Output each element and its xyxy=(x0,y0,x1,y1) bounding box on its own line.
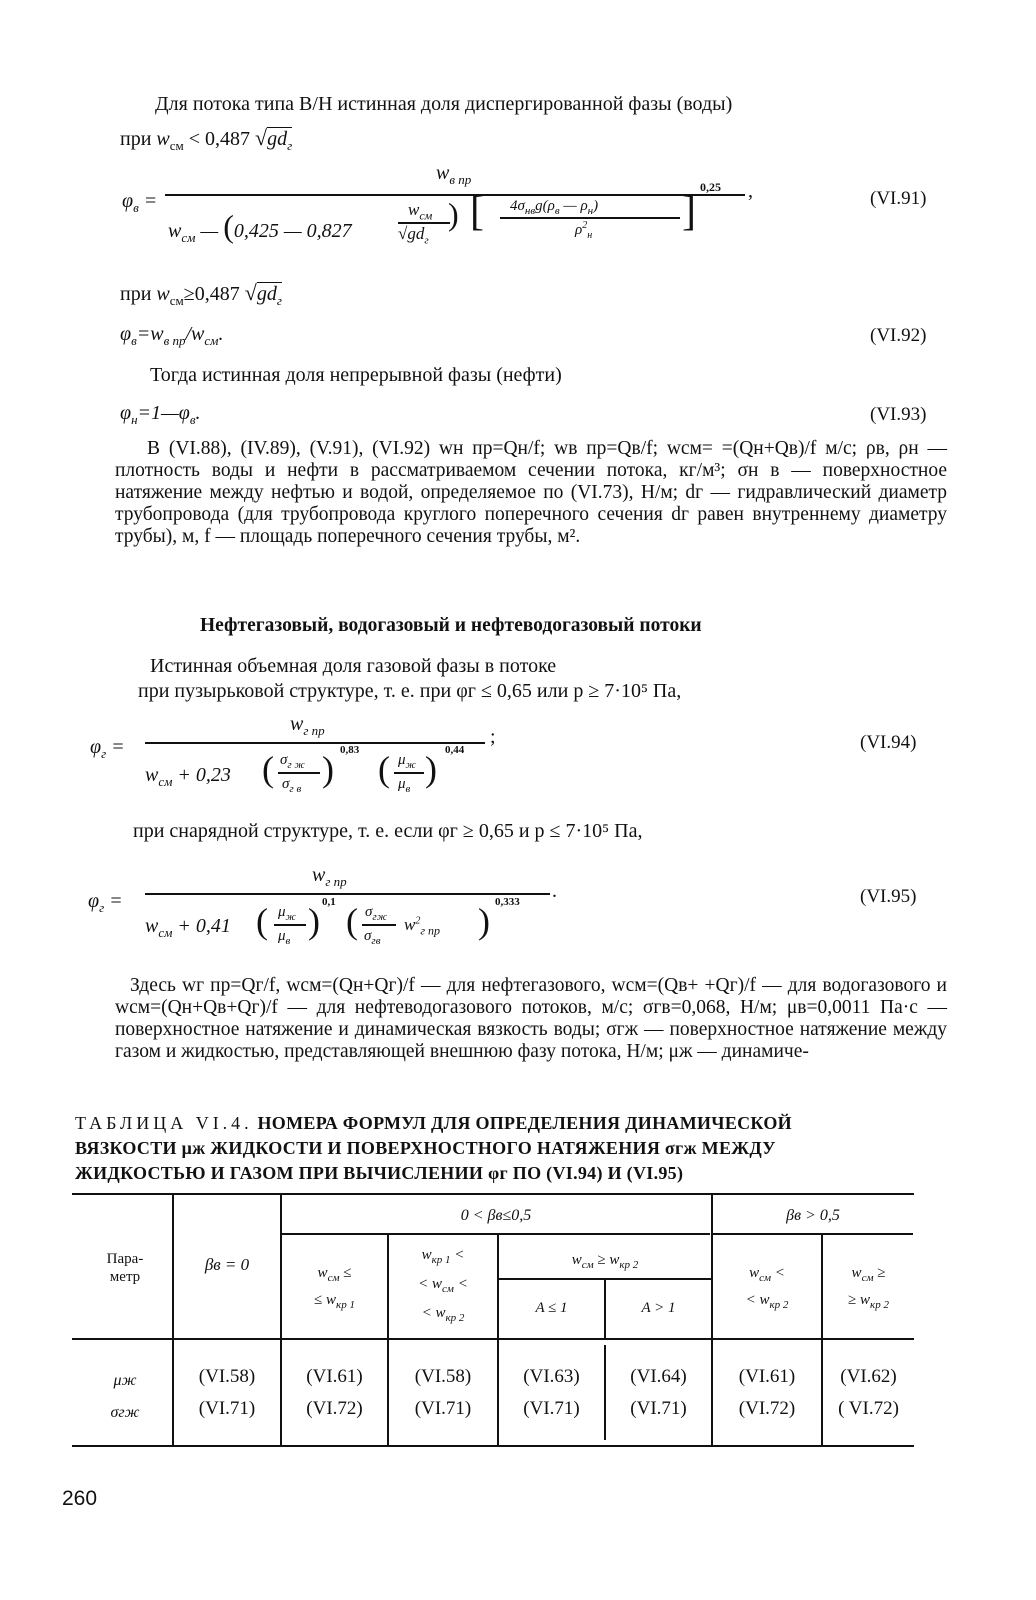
table-header-param: Пара- метр xyxy=(106,1251,144,1285)
para-gas-1: Истинная объемная доля газовой фазы в потоке xyxy=(150,655,557,677)
table-subheader-4: $w_{см}$ < < $w_{кр 2}$ xyxy=(745,1265,789,1311)
table-header-group2: βв > 0,5 xyxy=(786,1207,840,1224)
table-subheader-5: $w_{см}$ ≥ ≥ $w_{кр 2}$ xyxy=(848,1265,889,1311)
table-cell: (VI.58) xyxy=(414,1366,472,1387)
table-caption-line-2: ВЯЗКОСТИ μж ЖИДКОСТИ И ПОВЕРХНОСТНОГО НАТЯЖЕНИЯ σгж МЕЖДУ xyxy=(75,1138,776,1158)
table-cell: (VI.64) xyxy=(630,1366,687,1387)
intro-line-2: при $w_{см} < 0,487$ $√gd_г$ xyxy=(120,125,293,153)
intro-line-1: Для потока типа В/Н истинная доля диспергированной фазы (воды) xyxy=(155,93,733,115)
table-subheader-a-le: A ≤ 1 xyxy=(535,1300,568,1316)
table-cell: (VI.72) xyxy=(738,1398,796,1419)
equation-vi-93: $\varphi_н=1—\varphi_в$. xyxy=(120,402,201,427)
table-cell: (VI.62) xyxy=(840,1366,897,1387)
section-heading: Нефтегазовый, водогазовый и нефтеводогазовый потоки xyxy=(200,615,702,636)
table-cell: (VI.63) xyxy=(523,1366,580,1387)
table-subheader-3: $w_{см} \ge w_{кр 2}$ xyxy=(571,1252,639,1271)
table-row-param: σгж xyxy=(110,1404,140,1421)
table-subheader-a-gt: A > 1 xyxy=(641,1300,676,1316)
table-cell: ( VI.72) xyxy=(838,1398,899,1419)
table-subheader-2: $w_{кр 1}$ < < $w_{см}$ < < $w_{кр 2}$ xyxy=(418,1247,468,1324)
table-cell: (VI.71) xyxy=(414,1398,472,1419)
table-caption-line-3: ЖИДКОСТЬЮ И ГАЗОМ ПРИ ВЫЧИСЛЕНИИ φг ПО (VI.94) И (VI.95) xyxy=(75,1163,684,1183)
table-subheader-1: $w_{см}$ ≤ ≤ $w_{кр 1}$ xyxy=(314,1265,355,1311)
table-cell: (VI.71) xyxy=(523,1398,580,1419)
table-cell: (VI.72) xyxy=(306,1398,363,1419)
table-caption-line-1: ТАБЛИЦА VI.4. НОМЕРА ФОРМУЛ ДЛЯ ОПРЕДЕЛЕНИЯ ДИНАМИЧЕСКОЙ xyxy=(75,1113,792,1133)
table-cell: (VI.71) xyxy=(198,1398,256,1419)
condition-vi-92: при $w_{см}\ge 0,487$ $√gd_г$ xyxy=(120,280,282,308)
equation-tag-vi-92: (VI.92) xyxy=(870,325,927,346)
equation-tag-vi-95: (VI.95) xyxy=(860,886,917,907)
table-header-group1: 0 < βв≤0,5 xyxy=(460,1207,532,1224)
table-cell: (VI.58) xyxy=(198,1366,256,1387)
equation-vi-92: $\varphi_в=w_{в пр}/w_{см}$. xyxy=(120,323,224,348)
table-cell: (VI.71) xyxy=(630,1398,687,1419)
equation-tag-vi-93: (VI.93) xyxy=(870,404,927,425)
table-cell: (VI.61) xyxy=(306,1366,363,1387)
para-definitions: В (VI.88), (IV.89), (V.91), (VI.92) wн пр=Qн/f; wв пр=Qв/f; wсм= =(Qн+Qв)/f м/с; ρв, ρн — плотность воды и нефти в рассматриваемом сечении потока, кг/м³; σн в — поверхностное натяжение между нефтью и водой, определяемое по (VI.73), Н/м; dг — гидравлический диаметр трубопровода (для трубопровода круглого поперечного сечения dг равен внутреннему диаметру трубы), м, f — площадь поперечного сечения трубы, м². xyxy=(115,438,947,547)
para-here: Здесь wг пр=Qг/f, wсм=(Qн+Qг)/f — для нефтегазового, wсм=(Qв+ +Qг)/f — для водогазового и wсм=(Qн+Qв+Qг)/f — для нефтеводогазового потоков, м/с; σгв=0,068, Н/м; μв=0,0011 Па·с — поверхностное натяжение и динамическая вязкость воды; σгж — поверхностное натяжение между газом и жидкостью, представляющей внешнюю фазу потока, Н/м; μж — динамиче- xyxy=(115,975,947,1062)
para-gas-2: при пузырьковой структуре, т. е. при φг ≤ 0,65 или p ≥ 7·10⁵ Па, xyxy=(138,680,682,702)
equation-tag-vi-94: (VI.94) xyxy=(860,732,917,753)
table-cell: (VI.61) xyxy=(738,1366,796,1387)
page-number: 260 xyxy=(62,1487,98,1510)
para-then: Тогда истинная доля непрерывной фазы (нефти) xyxy=(150,364,562,386)
equation-tag-vi-91: (VI.91) xyxy=(870,188,927,209)
table-row-param: μж xyxy=(113,1372,137,1389)
table-header-beta0: βв = 0 xyxy=(204,1255,250,1274)
para-slug: при снарядной структуре, т. е. если φг ≥ 0,65 и p ≤ 7·10⁵ Па, xyxy=(133,820,643,842)
